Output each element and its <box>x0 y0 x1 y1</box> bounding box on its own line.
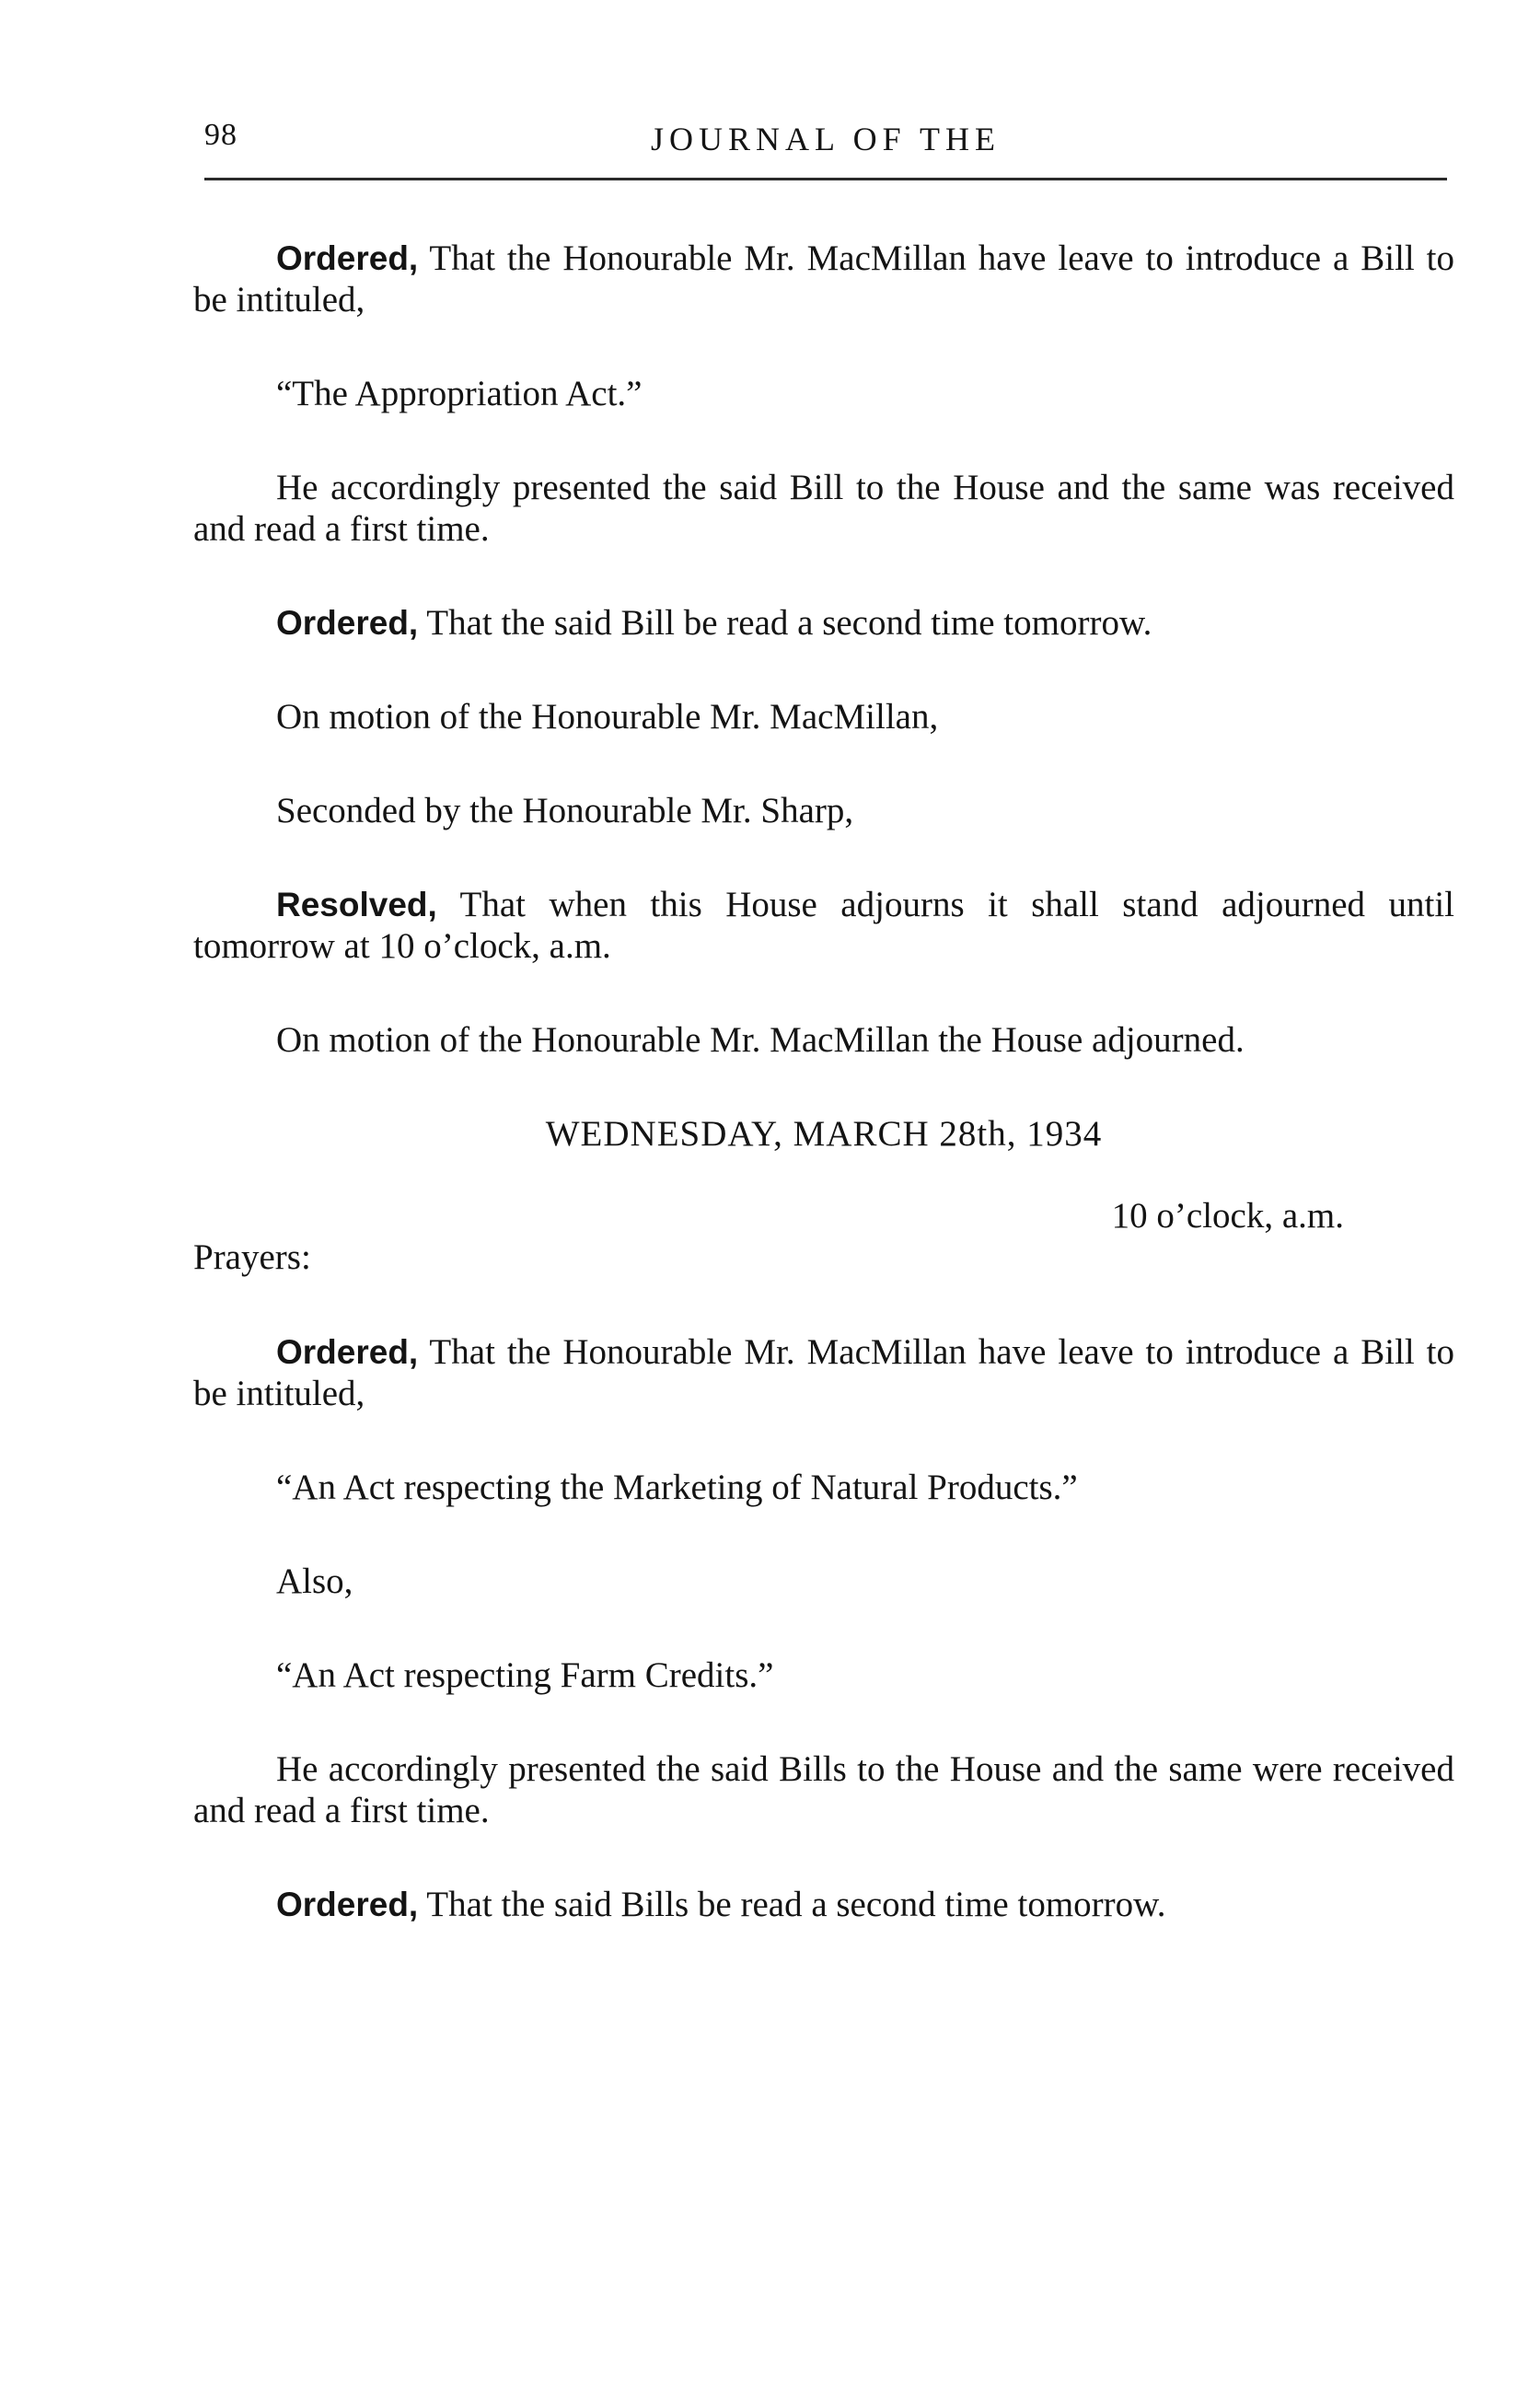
paragraph-text: That the said Bills be read a second time tomorrow. <box>418 1885 1166 1924</box>
paragraph-lead: Ordered, <box>276 1333 419 1371</box>
bill-title: “The Appropriation Act.” <box>276 374 643 413</box>
journal-body <box>193 238 1454 1925</box>
paragraph-resolved <box>193 884 1454 967</box>
also-label: Also, <box>276 1561 353 1601</box>
page-number: 98 <box>204 118 237 152</box>
paragraph-presented: He accordingly presented the said Bill to the House and the same was received and read a first time. <box>193 468 1454 549</box>
paragraph-motion: On motion of the Honourable Mr. MacMillan, <box>276 697 939 737</box>
paragraph-lead: Resolved, <box>276 886 437 923</box>
paragraph-presented-2: He accordingly presented the said Bills to the House and the same were received and read a first time. <box>193 1749 1454 1830</box>
running-head: JOURNAL OF THE <box>650 121 1001 157</box>
paragraph-lead: Ordered, <box>276 1886 419 1923</box>
bill-title: “An Act respecting the Marketing of Natural Products.” <box>276 1468 1078 1507</box>
date-heading: WEDNESDAY, MARCH 28th, 1934 <box>545 1114 1103 1154</box>
paragraph-text: That when this House adjourns it shall stand adjourned until tomorrow at 10 o’clock, a.m. <box>193 885 1454 966</box>
paragraph-ordered-second-reading-2 <box>193 1884 1454 1925</box>
paragraph-ordered-leave-2 <box>193 1331 1454 1414</box>
page-header <box>204 118 1447 173</box>
paragraph-ordered-leave <box>193 238 1454 320</box>
paragraph-adjourned: On motion of the Honourable Mr. MacMillan the House adjourned. <box>276 1020 1245 1060</box>
header-rule <box>204 178 1447 180</box>
paragraph-text: That the said Bill be read a second time tomorrow. <box>418 603 1152 643</box>
prayers-label: Prayers: <box>193 1237 311 1277</box>
paragraph-text: That the Honourable Mr. MacMillan have leave to introduce a Bill to be intituled, <box>193 1332 1454 1413</box>
paragraph-text: That the Honourable Mr. MacMillan have leave to introduce a Bill to be intituled, <box>193 238 1454 319</box>
bill-title: “An Act respecting Farm Credits.” <box>276 1655 774 1695</box>
paragraph-seconded: Seconded by the Honourable Mr. Sharp, <box>276 791 854 830</box>
paragraph-lead: Ordered, <box>276 239 419 277</box>
paragraph-ordered-second-reading <box>193 602 1454 644</box>
sitting-time: 10 o’clock, a.m. <box>1111 1196 1344 1236</box>
paragraph-lead: Ordered, <box>276 604 419 642</box>
